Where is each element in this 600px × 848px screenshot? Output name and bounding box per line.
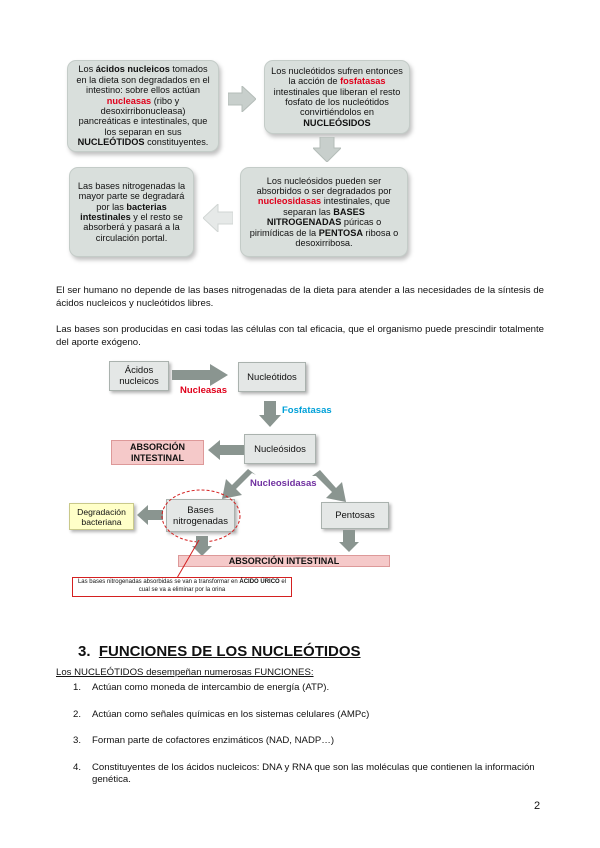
paragraph-1: El ser humano no depende de las bases nitrogenadas de la dieta para atender a las necesidades de la síntesis de ácidos nucleicos y nucleótidos libres.	[56, 285, 544, 309]
d2-arrow-left-1-icon	[208, 440, 244, 460]
functions-list	[56, 682, 546, 787]
list-item: 3. Forman parte de cofactores enzimáticos (NAD, NADP…)	[73, 735, 335, 746]
d2-arrow-right-icon	[172, 364, 228, 386]
list-item: 2. Actúan como señales químicas en los sistemas celulares (AMPc)	[73, 708, 370, 720]
d2-label-nucleasas: Nucleasas	[180, 385, 228, 396]
d2-arrow-down-right-icon	[312, 470, 346, 502]
arrow-left-1-icon	[203, 204, 233, 232]
d2-arrow-down-1-icon	[259, 401, 281, 427]
arrow-right-1-icon	[228, 86, 256, 112]
paragraph-2: Las bases son producidas en casi todas las células con tal eficacia, que el organismo puede prescindir totalmente del aporte exógeno.	[56, 324, 544, 348]
d2-label-fosfatasas: Fosfatasas	[282, 405, 332, 416]
d2-pentosas: Pentosas	[321, 502, 389, 529]
d2-degradacion-bacteriana: Degradación bacteriana	[69, 503, 134, 530]
section-intro: Los NUCLEÓTIDOS desempeñan numerosas FUNCIONES:	[56, 667, 314, 678]
arrow-down-1-icon	[313, 137, 341, 162]
d2-note-acido-urico: Las bases nitrogenadas absorbidas se van a transformar en ÁCIDO ÚRICO el cual se va a eliminar por la orina	[72, 577, 292, 597]
diagram1-box-nucleotidos: Los nucleótidos sufren entonces la acción de fosfatasas intestinales que liberan el resto fosfato de los nucleótidos convirtiéndolos en NUCLEÓSIDOS	[264, 60, 410, 134]
d2-arrow-down-3-icon	[339, 530, 359, 552]
d2-acidos-nucleicos: Ácidos nucleicos	[109, 361, 169, 391]
d2-connector-line	[174, 540, 204, 580]
section-heading: 3. FUNCIONES DE LOS NUCLEÓTIDOS	[78, 643, 361, 660]
d2-absorcion-intestinal-1: ABSORCIÓN INTESTINAL	[111, 440, 204, 465]
list-item: 4. Constituyentes de los ácidos nucleicos: DNA y RNA que son las moléculas que contienen la información genética.	[73, 761, 535, 785]
diagram1-box-nucleosidos: Los nucleósidos pueden ser absorbidos o ser degradados por nucleosidasas intestinales, que separan las BASES NITROGENADAS púricas o pirimídicas de la PENTOSA ribosa o desoxirribosa.	[240, 167, 408, 257]
d2-bases-nitrogenadas: Bases nitrogenadas	[166, 499, 235, 532]
list-item: 1. Actúan como moneda de intercambio de energía (ATP).	[73, 682, 330, 693]
diagram1-box-acidos-nucleicos: Los ácidos nucleicos tomados en la dieta son degradados en el intestino: sobre ellos actúan nucleasas (ribo y desoxirribonucleasa) pancreáticas e intestinales, que los separan en sus NUCLEÓTIDOS constituyentes.	[67, 60, 219, 152]
diagram1-box-bases-nitrogenadas: Las bases nitrogenadas la mayor parte se degradará por las bacterias intestinales y el resto se absorberá y pasará a la circulación portal.	[69, 167, 194, 257]
d2-label-nucleosidasas: Nucleosidasas	[250, 478, 317, 489]
page-number: 2	[534, 800, 541, 812]
d2-nucleosidos: Nucleósidos	[244, 434, 316, 464]
d2-absorcion-intestinal-2: ABSORCIÓN INTESTINAL	[178, 555, 390, 567]
d2-nucleotidos: Nucleótidos	[238, 362, 306, 392]
